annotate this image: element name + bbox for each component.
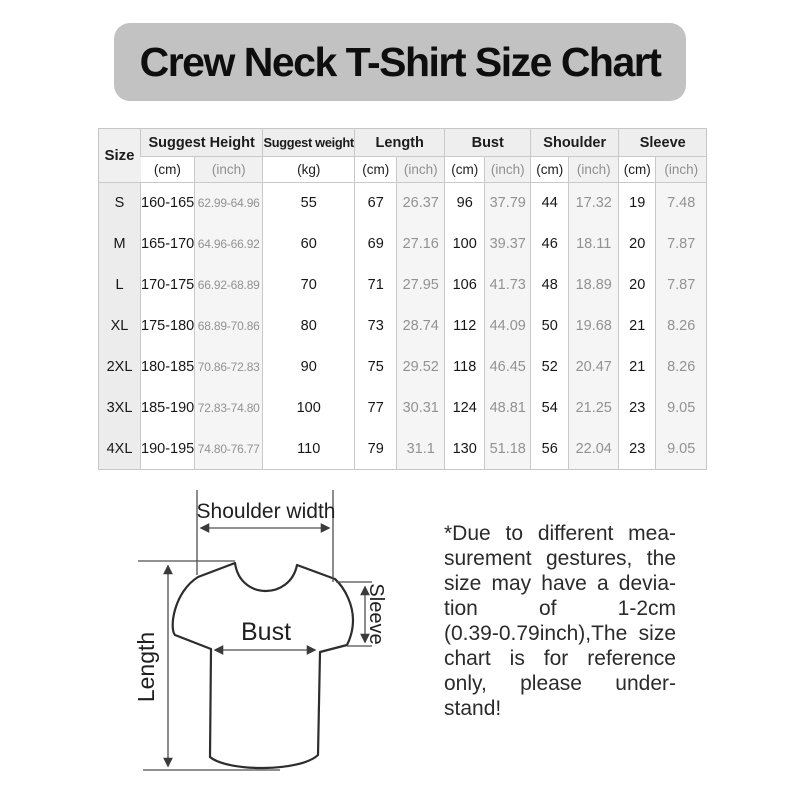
value-cell: 20.47: [569, 347, 619, 388]
unit-shoulder-cm: (cm): [531, 157, 569, 183]
value-cell: 70: [263, 265, 355, 306]
unit-weight-kg: (kg): [263, 157, 355, 183]
table-row: [99, 224, 707, 265]
value-cell: 56: [531, 429, 569, 470]
value-cell: 7.87: [656, 224, 707, 265]
unit-bust-inch: (inch): [485, 157, 531, 183]
note-text: [444, 521, 676, 721]
value-cell: 48.81: [485, 388, 531, 429]
value-cell: 46: [531, 224, 569, 265]
title-bar: [114, 23, 686, 101]
value-cell: 21: [619, 306, 656, 347]
size-cell: L: [99, 265, 141, 306]
col-header-shoulder: Shoulder: [531, 129, 619, 157]
value-cell: 50: [531, 306, 569, 347]
value-cell: 18.11: [569, 224, 619, 265]
value-cell: 90: [263, 347, 355, 388]
table-row: [99, 183, 707, 224]
unit-bust-cm: (cm): [445, 157, 485, 183]
value-cell: 9.05: [656, 429, 707, 470]
value-cell: 29.52: [397, 347, 445, 388]
value-cell: 100: [263, 388, 355, 429]
length-label: Length: [133, 631, 159, 703]
note-line: *Due to different mea-: [444, 522, 676, 545]
value-cell: 44: [531, 183, 569, 224]
value-cell: 185-190: [141, 388, 195, 429]
value-cell: 22.04: [569, 429, 619, 470]
unit-height-cm: (cm): [141, 157, 195, 183]
value-cell: 52: [531, 347, 569, 388]
value-cell: 51.18: [485, 429, 531, 470]
value-cell: 41.73: [485, 265, 531, 306]
value-cell: 46.45: [485, 347, 531, 388]
note-line: size may have a devia-: [444, 572, 676, 595]
unit-shoulder-inch: (inch): [569, 157, 619, 183]
value-cell: 8.26: [656, 347, 707, 388]
bust-label: Bust: [240, 618, 292, 646]
value-cell: 21.25: [569, 388, 619, 429]
value-cell: 75: [355, 347, 397, 388]
value-cell: 30.31: [397, 388, 445, 429]
value-cell: 73: [355, 306, 397, 347]
tshirt-outline-drawing: [173, 563, 353, 768]
table-row: [99, 265, 707, 306]
value-cell: 170-175: [141, 265, 195, 306]
table-row: [99, 429, 707, 470]
col-header-size: Size: [99, 129, 141, 183]
value-cell: 112: [445, 306, 485, 347]
size-cell: 4XL: [99, 429, 141, 470]
value-cell: 23: [619, 429, 656, 470]
value-cell: 60: [263, 224, 355, 265]
value-cell: 9.05: [656, 388, 707, 429]
size-cell: XL: [99, 306, 141, 347]
value-cell: 8.26: [656, 306, 707, 347]
table-row: [99, 388, 707, 429]
unit-length-inch: (inch): [397, 157, 445, 183]
note-line: stand!: [444, 697, 502, 720]
value-cell: 7.48: [656, 183, 707, 224]
size-cell: 2XL: [99, 347, 141, 388]
value-cell: 68.89-70.86: [195, 306, 263, 347]
value-cell: 20: [619, 265, 656, 306]
value-cell: 175-180: [141, 306, 195, 347]
value-cell: 27.95: [397, 265, 445, 306]
size-cell: S: [99, 183, 141, 224]
value-cell: 100: [445, 224, 485, 265]
value-cell: 19: [619, 183, 656, 224]
col-header-bust: Bust: [445, 129, 531, 157]
value-cell: 64.96-66.92: [195, 224, 263, 265]
col-header-suggest-height: Suggest Height: [141, 129, 263, 157]
tshirt-measurement-diagram: [100, 482, 435, 800]
note-line: tion of 1-2cm: [444, 597, 676, 620]
value-cell: 37.79: [485, 183, 531, 224]
size-table-body: [99, 183, 707, 470]
value-cell: 54: [531, 388, 569, 429]
size-table: [98, 128, 707, 470]
sleeve-label: Sleeve: [365, 583, 387, 645]
col-header-sleeve: Sleeve: [619, 129, 707, 157]
value-cell: 110: [263, 429, 355, 470]
note-line: surement gestures, the: [444, 547, 676, 570]
value-cell: 190-195: [141, 429, 195, 470]
value-cell: 27.16: [397, 224, 445, 265]
value-cell: 67: [355, 183, 397, 224]
note-line: (0.39-0.79inch),The size: [444, 622, 676, 645]
value-cell: 20: [619, 224, 656, 265]
value-cell: 96: [445, 183, 485, 224]
unit-sleeve-inch: (inch): [656, 157, 707, 183]
value-cell: 106: [445, 265, 485, 306]
page-title: Crew Neck T-Shirt Size Chart: [139, 38, 661, 85]
value-cell: 66.92-68.89: [195, 265, 263, 306]
value-cell: 19.68: [569, 306, 619, 347]
value-cell: 77: [355, 388, 397, 429]
note-line: chart is for reference: [444, 647, 676, 670]
shoulder-width-label: Shoulder width: [196, 500, 336, 523]
value-cell: 69: [355, 224, 397, 265]
value-cell: 44.09: [485, 306, 531, 347]
value-cell: 28.74: [397, 306, 445, 347]
value-cell: 72.83-74.80: [195, 388, 263, 429]
value-cell: 62.99-64.96: [195, 183, 263, 224]
unit-length-cm: (cm): [355, 157, 397, 183]
table-row: [99, 306, 707, 347]
value-cell: 118: [445, 347, 485, 388]
value-cell: 55: [263, 183, 355, 224]
value-cell: 80: [263, 306, 355, 347]
value-cell: 23: [619, 388, 656, 429]
value-cell: 71: [355, 265, 397, 306]
size-cell: 3XL: [99, 388, 141, 429]
col-header-length: Length: [355, 129, 445, 157]
unit-height-inch: (inch): [195, 157, 263, 183]
value-cell: 79: [355, 429, 397, 470]
value-cell: 124: [445, 388, 485, 429]
col-header-suggest-weight: Suggest weight: [263, 129, 355, 157]
value-cell: 31.1: [397, 429, 445, 470]
note-line: only, please under-: [444, 672, 676, 695]
value-cell: 74.80-76.77: [195, 429, 263, 470]
value-cell: 165-170: [141, 224, 195, 265]
value-cell: 160-165: [141, 183, 195, 224]
value-cell: 18.89: [569, 265, 619, 306]
value-cell: 7.87: [656, 265, 707, 306]
unit-sleeve-cm: (cm): [619, 157, 656, 183]
value-cell: 70.86-72.83: [195, 347, 263, 388]
value-cell: 48: [531, 265, 569, 306]
value-cell: 180-185: [141, 347, 195, 388]
value-cell: 39.37: [485, 224, 531, 265]
size-cell: M: [99, 224, 141, 265]
table-row: [99, 347, 707, 388]
value-cell: 17.32: [569, 183, 619, 224]
value-cell: 130: [445, 429, 485, 470]
value-cell: 26.37: [397, 183, 445, 224]
value-cell: 21: [619, 347, 656, 388]
